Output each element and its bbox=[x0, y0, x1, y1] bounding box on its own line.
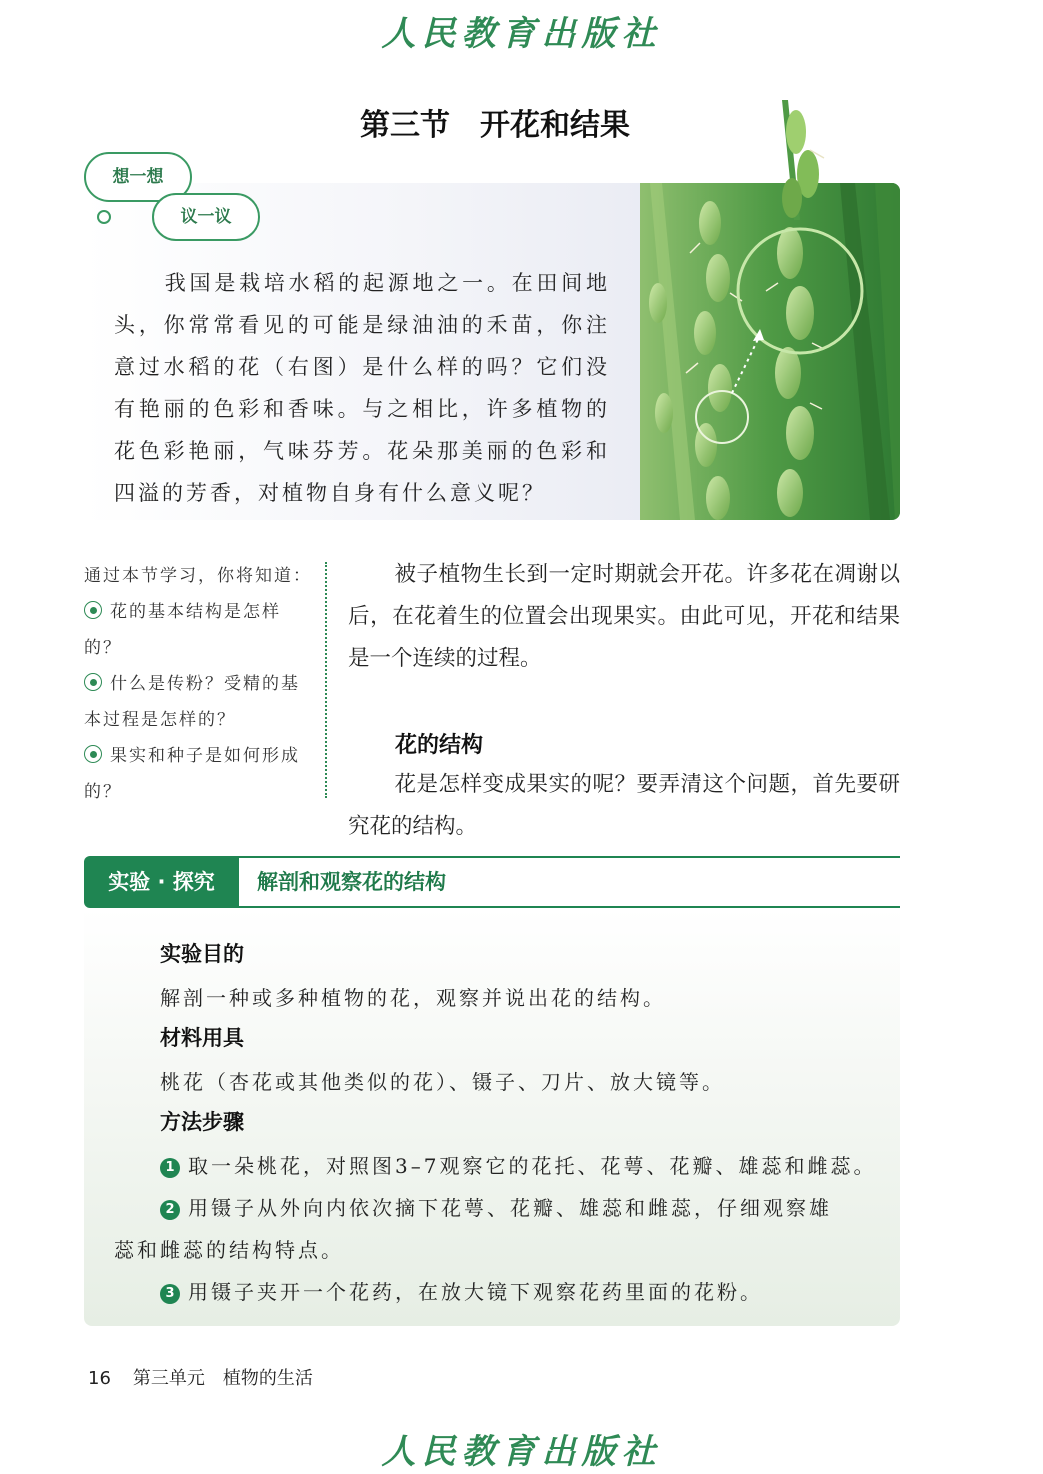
unit-title: 第三单元 植物的生活 bbox=[132, 1368, 313, 1389]
purpose-heading: 实验目的 bbox=[160, 942, 244, 966]
step-1: 1 取一朵桃花，对照图3–7观察它的花托、花萼、花瓣、雄蕊和雌蕊。 bbox=[160, 1150, 876, 1179]
step-number-icon: 2 bbox=[160, 1200, 180, 1220]
rice-grain-top-image bbox=[762, 100, 842, 220]
objectives-lead: 通过本节学习，你将知道： bbox=[84, 566, 312, 586]
intro-paragraph bbox=[114, 262, 610, 514]
objective-item: 果实和种子是如何形成的？ bbox=[84, 746, 300, 802]
learning-objectives bbox=[84, 558, 314, 810]
objective-item: 什么是传粉？受精的基本过程是怎样的？ bbox=[84, 674, 300, 730]
intro-text: 我国是栽培水稻的起源地之一。在田间地头，你常常看见的可能是绿油油的禾苗，你注意过水稻的花（右图）是什么样的吗？它们没有艳丽的色彩和香味。与之相比，许多植物的花色彩艳丽，气味芬芳。花朵那美丽的色彩和四溢的芳香，对植物自身有什么意义呢？ bbox=[114, 271, 610, 505]
page-footer bbox=[88, 1364, 313, 1390]
step-3: 3 用镊子夹开一个花药，在放大镜下观察花药里面的花粉。 bbox=[160, 1276, 763, 1305]
steps-heading: 方法步骤 bbox=[160, 1110, 244, 1134]
section-title: 第三节 开花和结果 bbox=[360, 108, 630, 143]
rice-flower-image bbox=[640, 183, 900, 520]
materials-text: 桃花（杏花或其他类似的花）、镊子、刀片、放大镜等。 bbox=[160, 1070, 725, 1094]
discuss-bubble: 议一议 bbox=[152, 193, 260, 241]
step-2-continued: 蕊和雌蕊的结构特点。 bbox=[114, 1238, 344, 1262]
step-2: 2 用镊子从外向内依次摘下花萼、花瓣、雄蕊和雌蕊，仔细观察雄 bbox=[160, 1192, 832, 1221]
materials-heading: 材料用具 bbox=[160, 1026, 244, 1050]
body-paragraph-2: 花是怎样变成果实的呢？要弄清这个问题，首先要研究花的结构。 bbox=[348, 772, 900, 839]
bullet-icon bbox=[84, 673, 102, 691]
publisher-logo-bottom: 人民教育出版社 bbox=[381, 1432, 662, 1472]
objective-item: 花的基本结构是怎样的？ bbox=[84, 602, 281, 658]
experiment-tag: 实验 · 探究 bbox=[84, 856, 239, 908]
experiment-title: 解剖和观察花的结构 bbox=[257, 870, 446, 894]
publisher-logo-top: 人民教育出版社 bbox=[381, 14, 662, 54]
sidebar-divider bbox=[325, 562, 327, 798]
think-bubble: 想一想 bbox=[84, 152, 192, 202]
subheading-flower-structure: 花的结构 bbox=[395, 733, 484, 758]
purpose-text: 解剖一种或多种植物的花，观察并说出花的结构。 bbox=[160, 986, 666, 1010]
step-number-icon: 1 bbox=[160, 1158, 180, 1178]
bullet-icon bbox=[84, 601, 102, 619]
bullet-icon bbox=[84, 745, 102, 763]
step-number-icon: 3 bbox=[160, 1284, 180, 1304]
page-number: 16 bbox=[88, 1368, 111, 1389]
thought-bubble-dot bbox=[97, 210, 111, 224]
body-paragraph-1: 被子植物生长到一定时期就会开花。许多花在凋谢以后，在花着生的位置会出现果实。由此可见，开花和结果是一个连续的过程。 bbox=[348, 562, 900, 671]
